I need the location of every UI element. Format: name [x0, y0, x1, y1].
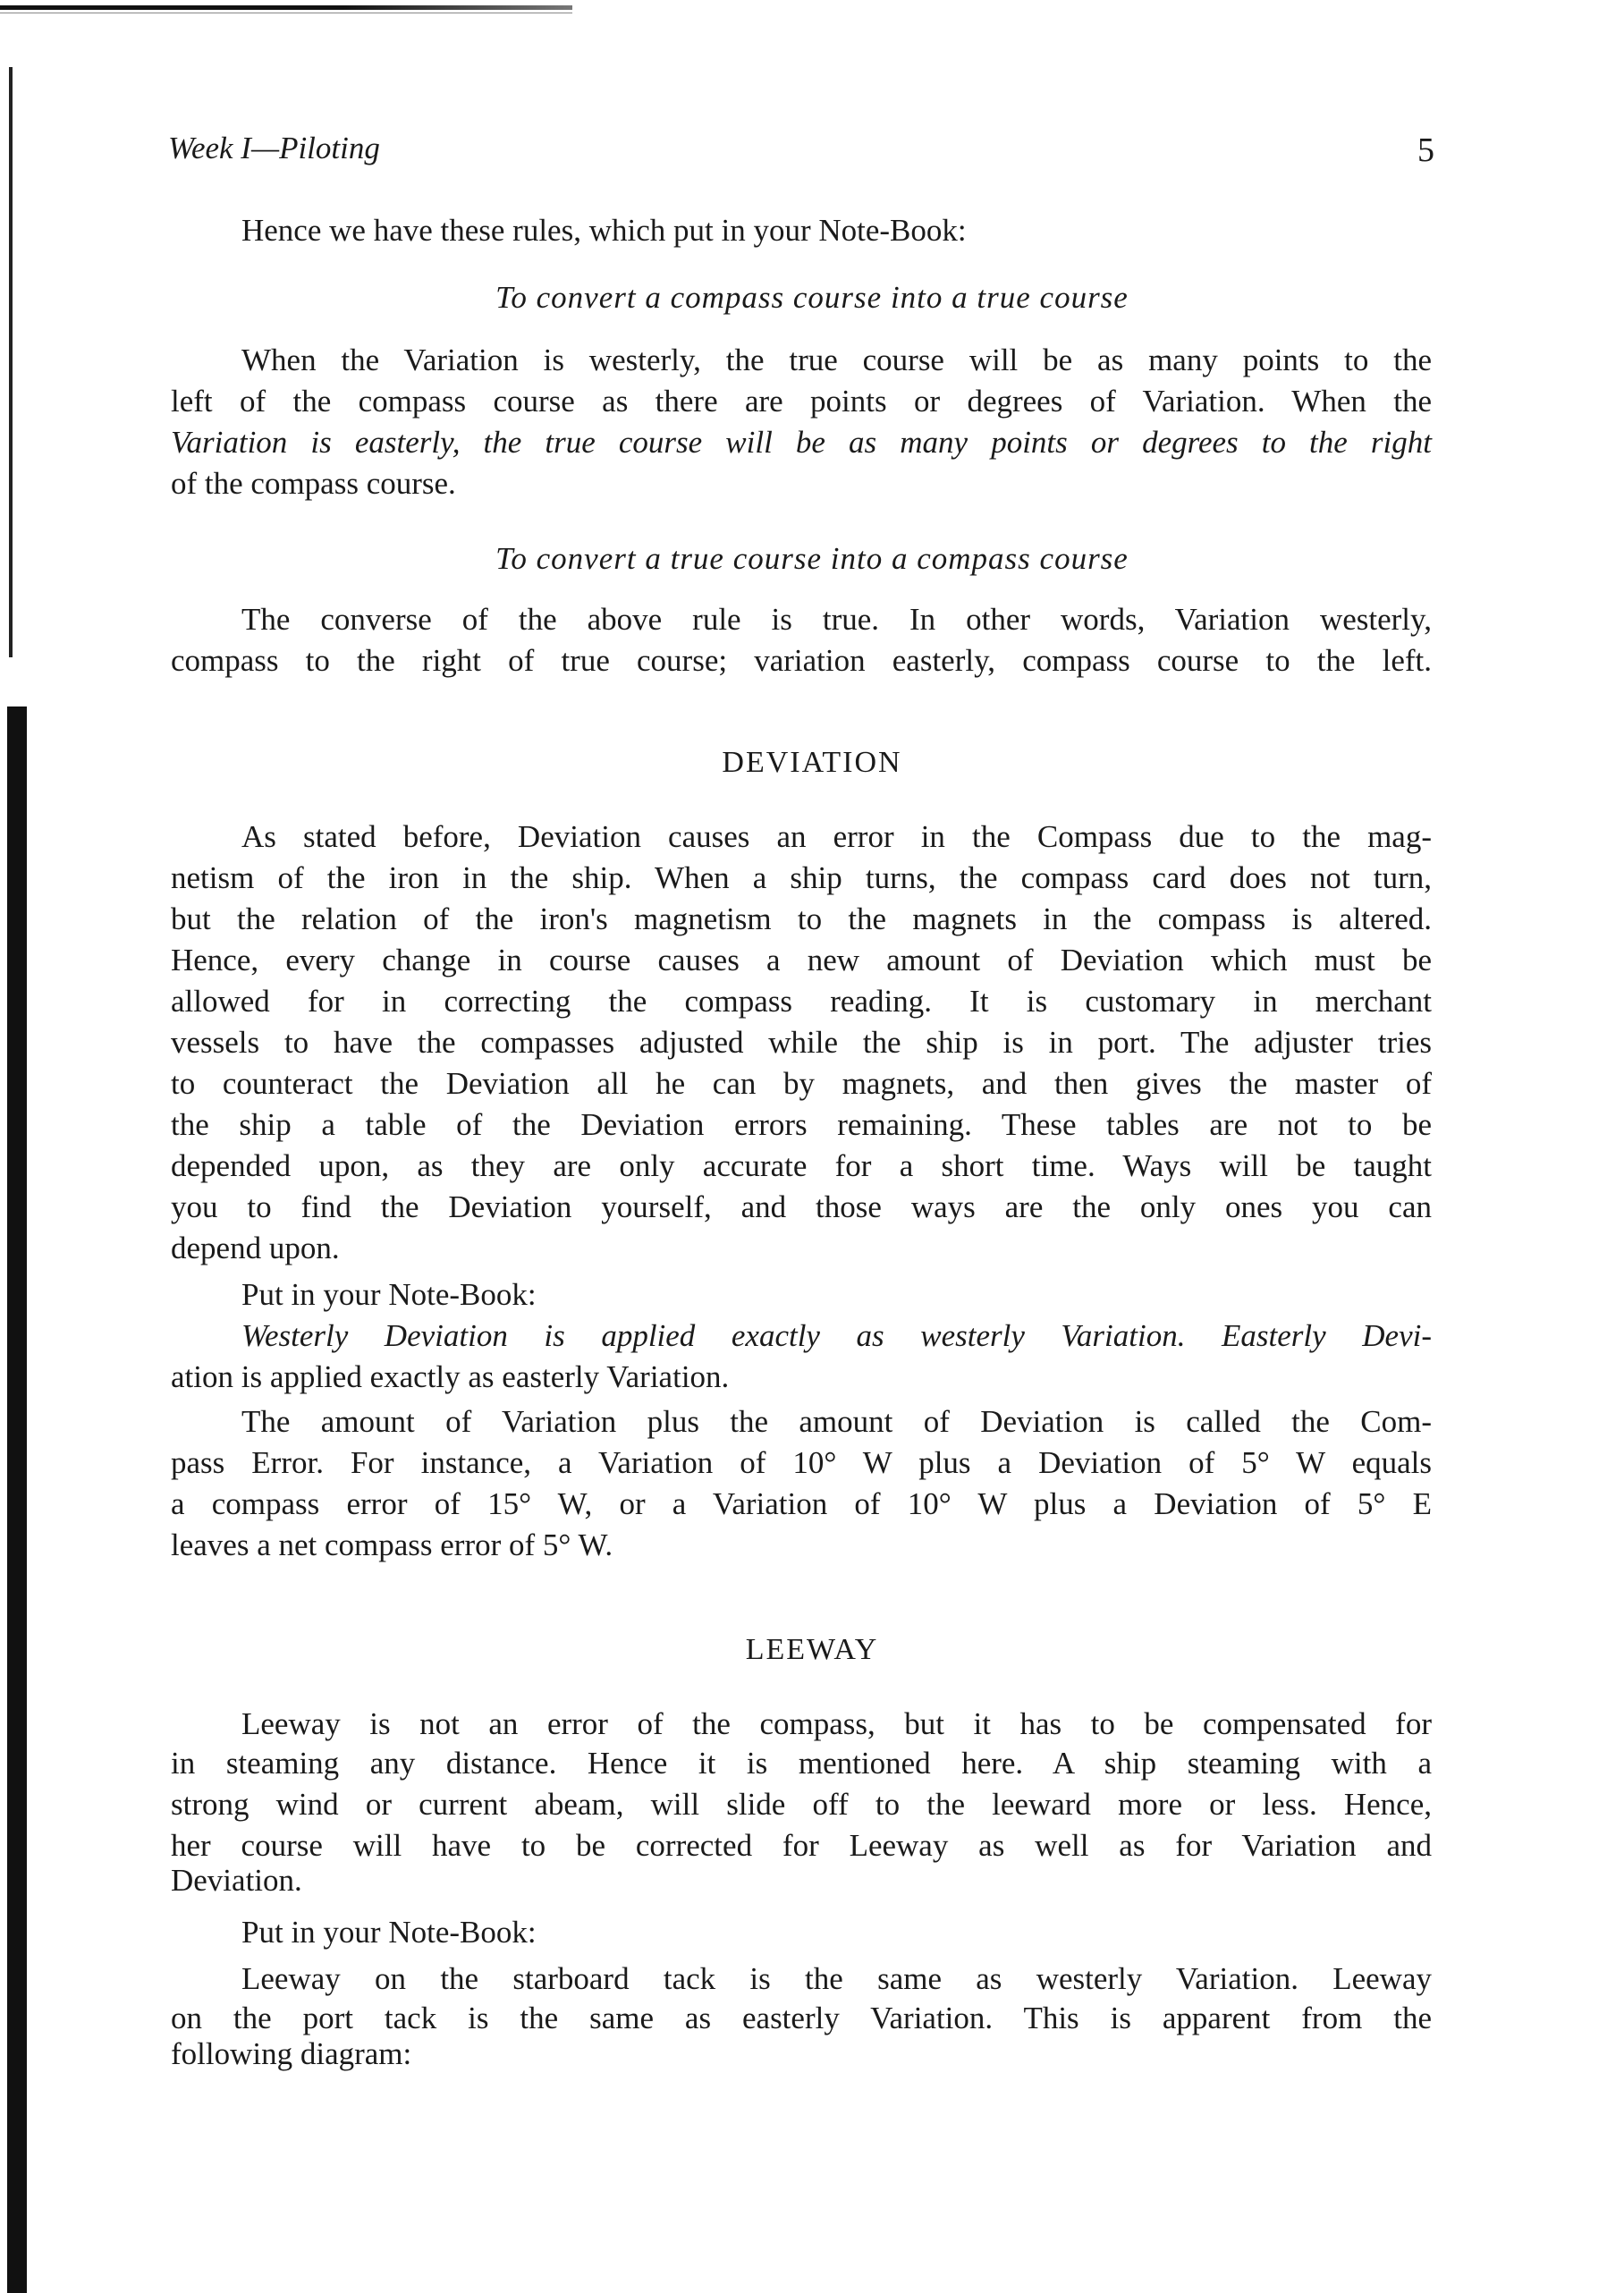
text-line: vessels to have the compasses adjusted while the ship is in port. The adjuster tries	[171, 1025, 1432, 1060]
text-line: Westerly Deviation is applied exactly as westerly Variation. Easterly Devi-	[241, 1318, 1432, 1353]
text-line: on the port tack is the same as easterly Variation. This is apparent from the	[171, 2001, 1432, 2035]
text-line: allowed for in correcting the compass reading. It is customary in merchant	[171, 984, 1432, 1019]
scan-edge-line	[0, 5, 572, 10]
text-line: Leeway on the starboard tack is the same as westerly Variation. Leeway	[241, 1961, 1432, 1996]
page-number: 5	[1417, 131, 1434, 169]
text-line: of the compass course.	[171, 466, 456, 501]
rule2-heading: To convert a true course into a compass course	[495, 541, 1129, 576]
text-line: her course will have to be corrected for Leeway as well as for Variation and	[171, 1828, 1432, 1863]
text-line: ation is applied exactly as easterly Variation.	[171, 1359, 730, 1394]
text-line: but the relation of the iron's magnetism to the magnets in the compass is altered.	[171, 901, 1432, 936]
text-line: to counteract the Deviation all he can by magnets, and then gives the master of	[171, 1066, 1432, 1101]
text-line: in steaming any distance. Hence it is mentioned here. A ship steaming with a	[171, 1746, 1432, 1781]
text-line: leaves a net compass error of 5° W.	[171, 1527, 613, 1562]
text-line: pass Error. For instance, a Variation of 10° W plus a Deviation of 5° W equals	[171, 1445, 1432, 1480]
text-line: When the Variation is westerly, the true course will be as many points to the	[241, 343, 1432, 377]
text-line: Hence, every change in course causes a new amount of Deviation which must be	[171, 943, 1432, 977]
text-line: Put in your Note-Book:	[241, 1277, 537, 1312]
text-line: As stated before, Deviation causes an error in the Compass due to the mag-	[241, 819, 1432, 854]
text-line: Variation is easterly, the true course will be as many points or degrees to the right	[171, 425, 1432, 460]
text-line: Put in your Note-Book:	[241, 1915, 537, 1950]
text-line: Deviation.	[171, 1863, 302, 1898]
text-line: Leeway is not an error of the compass, but it has to be compensated for	[241, 1706, 1432, 1741]
text-line: strong wind or current abeam, will slide off to the leeward more or less. Hence,	[171, 1787, 1432, 1822]
text-line: The amount of Variation plus the amount of Deviation is called the Com-	[241, 1404, 1432, 1439]
text-line: depended upon, as they are only accurate for a short time. Ways will be taught	[171, 1148, 1432, 1183]
text-line: compass to the right of true course; variation easterly, compass course to the left.	[171, 643, 1432, 678]
intro-line: Hence we have these rules, which put in your Note-Book:	[241, 213, 967, 248]
text-line: depend upon.	[171, 1231, 340, 1265]
rule1-heading: To convert a compass course into a true course	[495, 280, 1129, 315]
scan-binding-edge	[7, 707, 27, 2293]
deviation-heading: DEVIATION	[722, 746, 902, 779]
running-title: Week I—Piloting	[168, 131, 380, 165]
text-line: you to find the Deviation yourself, and those ways are the only ones you can	[171, 1189, 1432, 1224]
text-line: left of the compass course as there are points or degrees of Variation. When the	[171, 384, 1432, 419]
leeway-heading: LEEWAY	[745, 1633, 879, 1666]
text-line: a compass error of 15° W, or a Variation of 10° W plus a Deviation of 5° E	[171, 1486, 1432, 1521]
text-line: the ship a table of the Deviation errors remaining. These tables are not to be	[171, 1107, 1432, 1142]
text-line: The converse of the above rule is true. In other words, Variation westerly,	[241, 602, 1432, 637]
text-line: netism of the iron in the ship. When a ship turns, the compass card does not turn,	[171, 860, 1432, 895]
text-line: following diagram:	[171, 2036, 412, 2071]
